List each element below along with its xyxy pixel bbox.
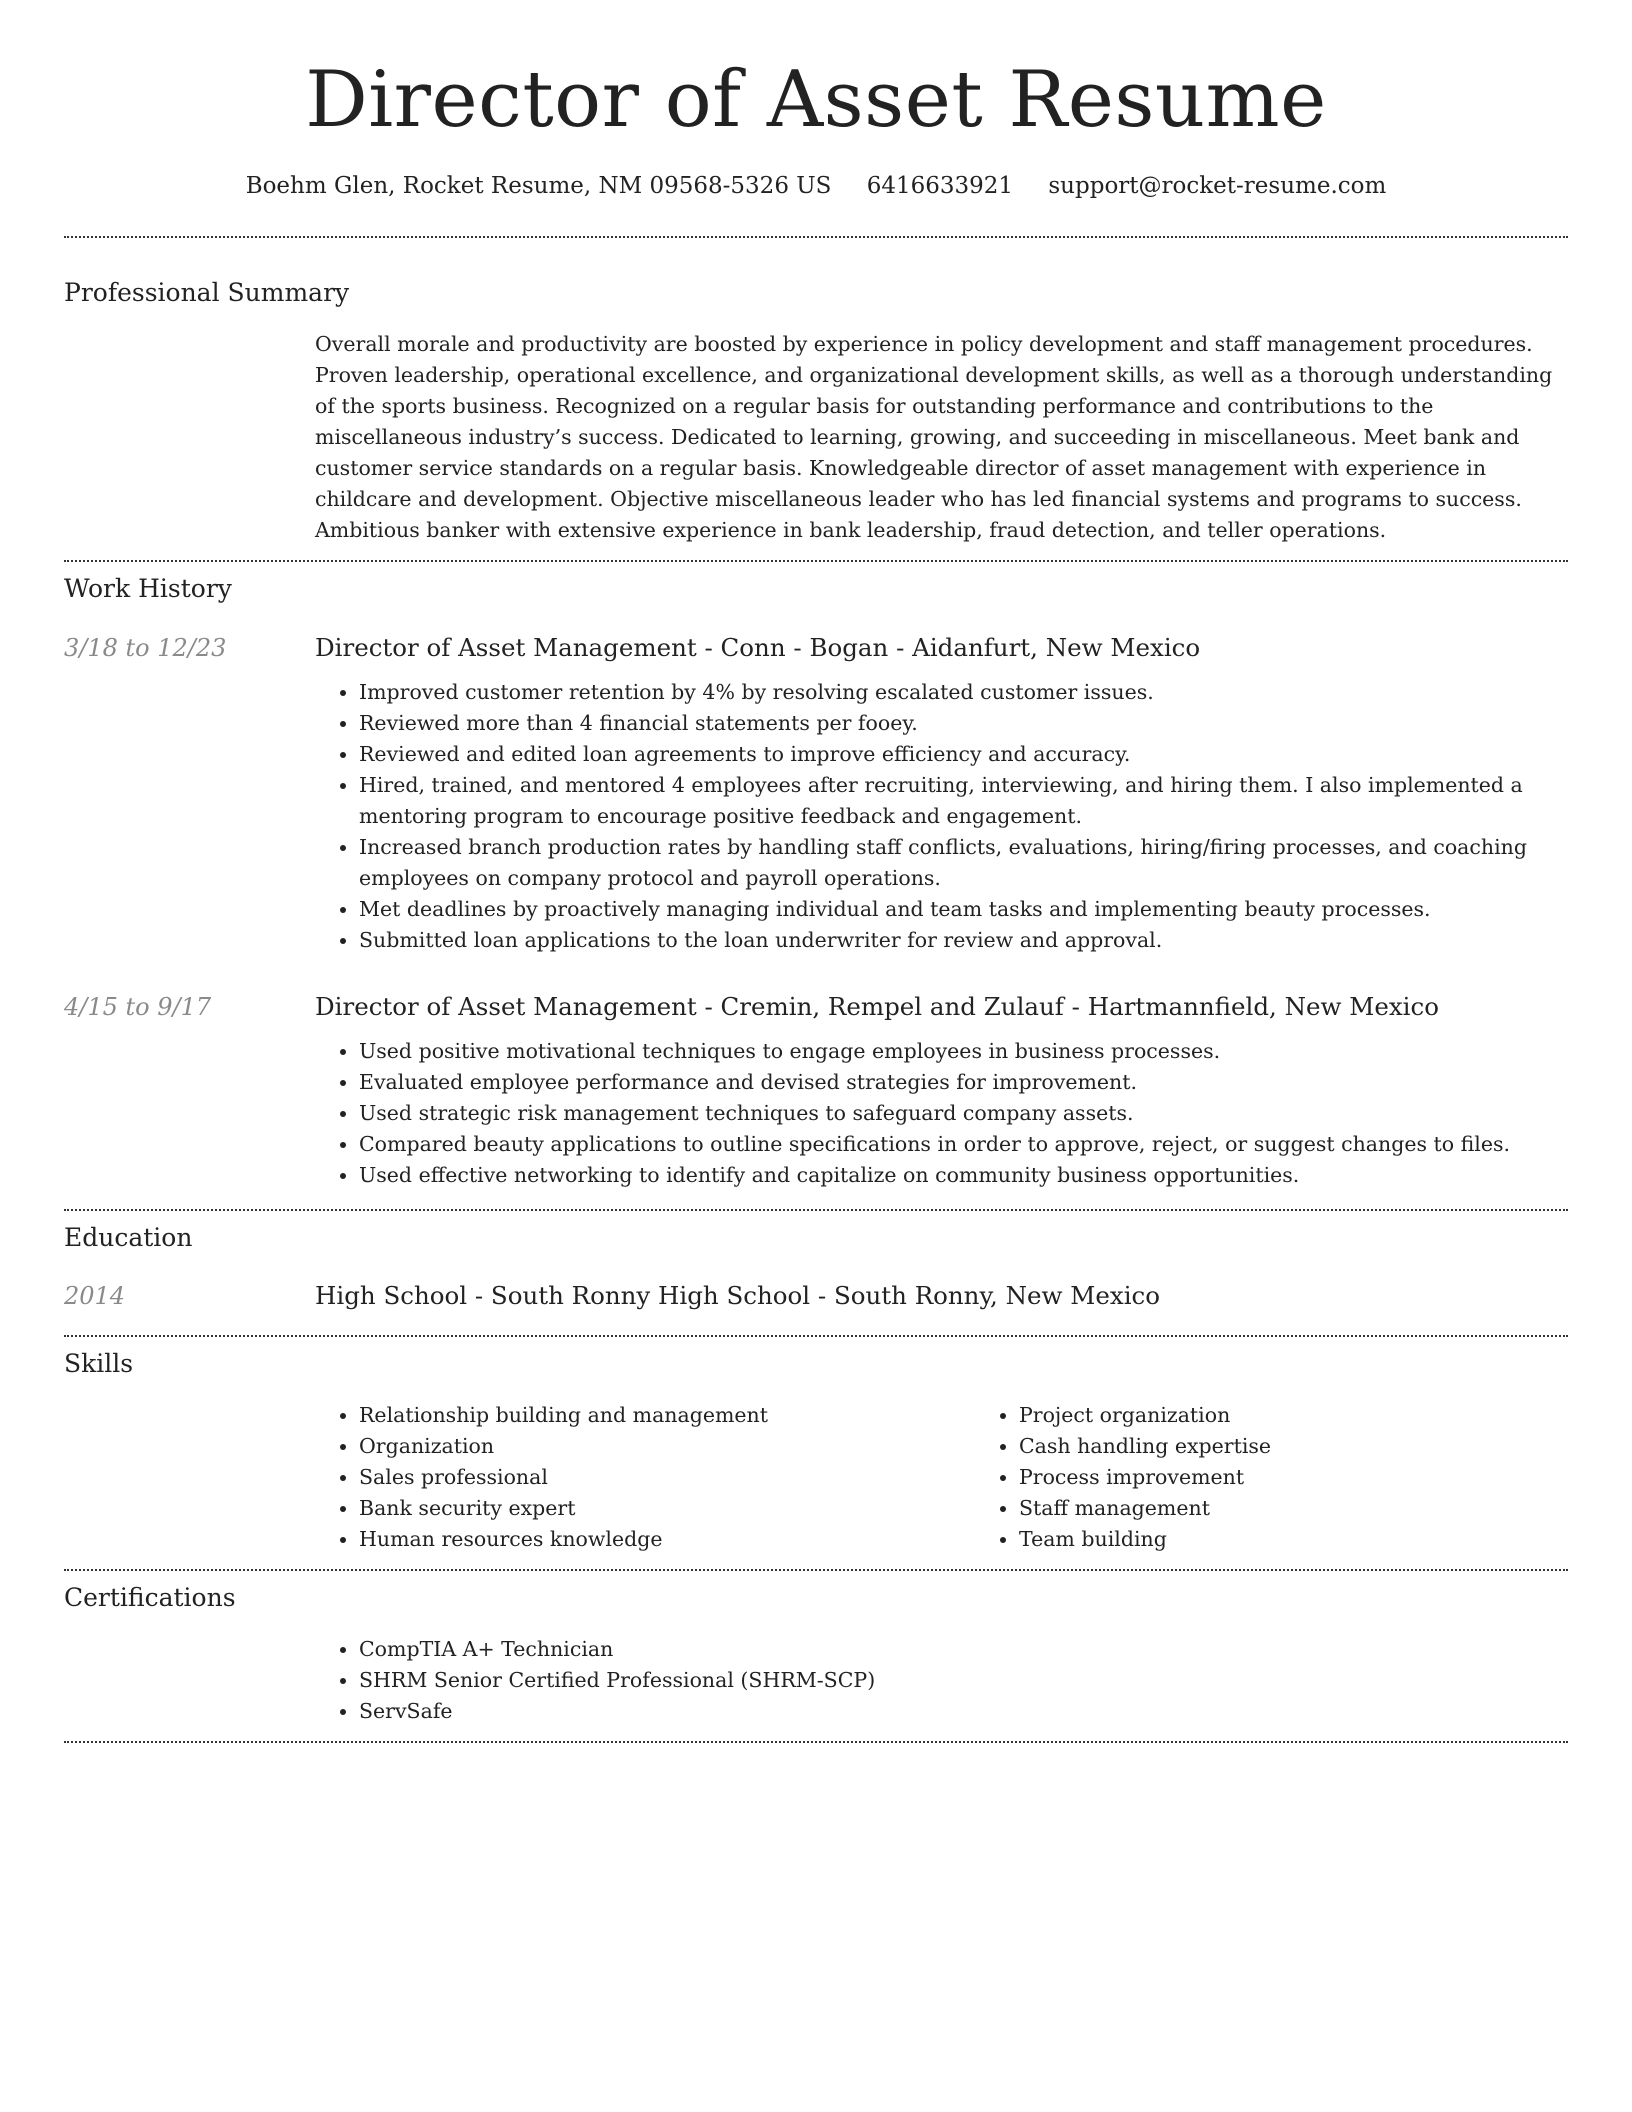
summary-text: Overall morale and productivity are boosted by experience in policy development and staff management procedures. Proven leadership, operational excellence, and organizational development skills, as well as a thorough understanding of the sports business. Recognized on a regular basis for outstanding performance and contributions to the miscellaneous industry’s success. Dedicated to learning, growing, and succeeding in miscellaneous. Meet bank and customer service standards on a regular basis. Knowledgeable director of asset management with experience in childcare and development. Objective miscellaneous leader who has led financial systems and programs to success. Ambitious banker with extensive experience in bank leadership, fraud detection, and teller operations.	[315, 332, 1553, 542]
list-item: • Met deadlines by proactively managing individual and team tasks and implementing beauty processes.	[359, 894, 1568, 925]
job-heading: Director of Asset Management - Conn - Bogan - Aidanfurt, New Mexico	[315, 633, 1201, 662]
list-item: • Used strategic risk management techniques to safeguard company assets.	[359, 1098, 1568, 1129]
job-entry	[64, 631, 1568, 956]
list-item: • Staff management	[1019, 1493, 1271, 1524]
list-item: • CompTIA A+ Technician	[359, 1634, 1568, 1665]
list-item: • Project organization	[1019, 1400, 1271, 1431]
contact-email: support@rocket-resume.com	[1048, 173, 1387, 199]
certifications-section	[64, 1571, 1568, 1727]
education-heading-line: High School - South Ronny High School - South Ronny, New Mexico	[315, 1281, 1161, 1310]
certifications-heading: Certifications	[64, 1583, 236, 1612]
list-item: • Compared beauty applications to outline specifications in order to approve, reject, or suggest changes to files.	[359, 1129, 1568, 1160]
list-item: • ServSafe	[359, 1696, 1568, 1727]
certifications-list	[315, 1634, 1568, 1727]
list-item: • Cash handling expertise	[1019, 1431, 1271, 1462]
list-item: • Hired, trained, and mentored 4 employees after recruiting, interviewing, and hiring them. I also implemented a mentoring program to encourage positive feedback and engagement.	[359, 770, 1568, 832]
work-history-heading: Work History	[64, 574, 232, 603]
job-entry	[64, 990, 1568, 1191]
list-item: • SHRM Senior Certified Professional (SHRM-SCP)	[359, 1665, 1568, 1696]
skills-heading: Skills	[64, 1349, 134, 1378]
list-item: • Used positive motivational techniques to engage employees in business processes.	[359, 1036, 1568, 1067]
list-item: • Used effective networking to identify and capitalize on community business opportunities.	[359, 1160, 1568, 1191]
work-history-section	[64, 562, 1568, 1191]
contact-address: Boehm Glen, Rocket Resume, NM 09568-5326 US	[245, 173, 832, 199]
job-dates: 3/18 to 12/23	[64, 634, 227, 662]
section-divider	[64, 1741, 1568, 1743]
contact-line	[64, 170, 1568, 202]
list-item: • Bank security expert	[359, 1493, 975, 1524]
list-item: • Organization	[359, 1431, 975, 1462]
job-heading: Director of Asset Management - Cremin, Rempel and Zulauf - Hartmannfield, New Mexico	[315, 992, 1439, 1021]
job-bullets	[315, 677, 1568, 956]
job-bullets	[315, 1036, 1568, 1191]
skills-list-left	[315, 1400, 975, 1555]
list-item: • Increased branch production rates by handling staff conflicts, evaluations, hiring/firing processes, and coaching employees on company protocol and payroll operations.	[359, 832, 1568, 894]
list-item: • Team building	[1019, 1524, 1271, 1555]
list-item: • Relationship building and management	[359, 1400, 975, 1431]
job-dates: 4/15 to 9/17	[64, 993, 212, 1021]
contact-phone: 6416633921	[866, 173, 1014, 199]
skills-list-right	[975, 1400, 1271, 1555]
skills-section	[64, 1337, 1568, 1555]
resume-title: Director of Asset Resume	[305, 55, 1327, 145]
list-item: • Reviewed more than 4 financial statements per fooey.	[359, 708, 1568, 739]
education-section	[64, 1211, 1568, 1313]
summary-heading: Professional Summary	[64, 278, 350, 307]
list-item: • Evaluated employee performance and devised strategies for improvement.	[359, 1067, 1568, 1098]
summary-section	[64, 238, 1568, 546]
resume-page	[64, 0, 1568, 1743]
list-item: • Reviewed and edited loan agreements to improve efficiency and accuracy.	[359, 739, 1568, 770]
list-item: • Human resources knowledge	[359, 1524, 975, 1555]
education-entry	[64, 1279, 1568, 1313]
education-heading: Education	[64, 1223, 193, 1252]
list-item: • Improved customer retention by 4% by resolving escalated customer issues.	[359, 677, 1568, 708]
list-item: • Sales professional	[359, 1462, 975, 1493]
list-item: • Submitted loan applications to the loan underwriter for review and approval.	[359, 925, 1568, 956]
list-item: • Process improvement	[1019, 1462, 1271, 1493]
education-date: 2014	[64, 1282, 126, 1310]
